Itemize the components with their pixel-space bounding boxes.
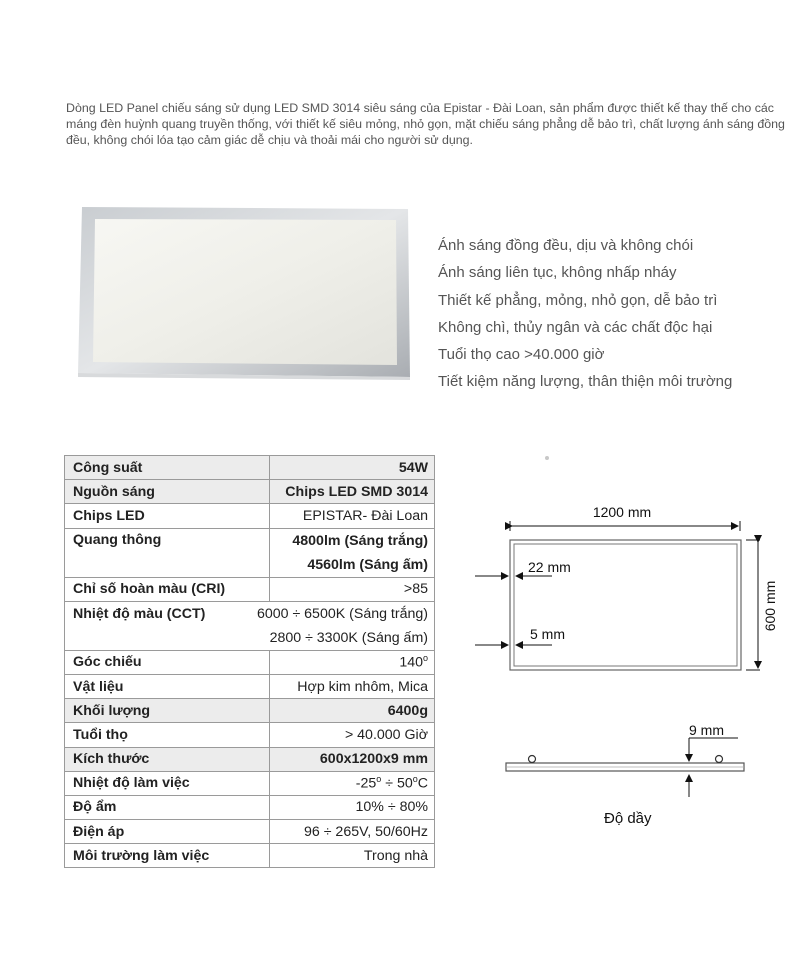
inner-label: 5 mm: [530, 626, 565, 642]
cct-warm: 2800 ÷ 3300K (Sáng ấm): [269, 629, 428, 646]
spec-value-size: 600x1200x9 mm: [270, 747, 435, 771]
spec-label-size: Kích thước: [65, 747, 270, 771]
spec-value-beam: 140$^o$: [270, 650, 435, 674]
spec-label-source: Nguồn sáng: [65, 480, 270, 504]
spec-row-cct: [65, 601, 435, 650]
spec-label-env: Môi trường làm việc: [65, 844, 270, 868]
inner-dimension: [475, 626, 565, 645]
feature-item: Ánh sáng đồng đều, dịu và không chói: [438, 237, 694, 254]
spec-label-humidity: Độ ẩm: [65, 795, 270, 819]
table-row: [65, 504, 435, 528]
dimension-diagram: [470, 495, 795, 830]
border-label: 22 mm: [528, 559, 571, 575]
table-row: [65, 820, 435, 844]
table-row: [65, 699, 435, 723]
flux-warm: 4560lm (Sáng ấm): [307, 556, 428, 573]
width-label: 1200 mm: [592, 504, 652, 520]
spec-value-env: Trong nhà: [270, 844, 435, 868]
spec-value-flux: [270, 528, 435, 577]
decorative-dot: [545, 456, 549, 460]
table-row: [65, 528, 435, 577]
feature-item: Không chì, thủy ngân và các chất độc hại: [438, 318, 713, 336]
spec-value-cri: >85: [270, 577, 435, 601]
thickness-caption: Độ dầy: [604, 810, 652, 827]
table-row: [65, 674, 435, 698]
led-panel-image: [76, 205, 412, 381]
table-row: [65, 577, 435, 601]
flux-white: 4800lm (Sáng trắng): [292, 532, 428, 549]
spec-label-voltage: Điện áp: [65, 820, 270, 844]
spec-value-humidity: 10% ÷ 80%: [270, 795, 435, 819]
spec-label-flux: Quang thông: [65, 528, 270, 577]
spec-value-chips: EPISTAR- Đài Loan: [270, 504, 435, 528]
spec-label-beam: Góc chiếu: [65, 650, 270, 674]
table-row: [65, 650, 435, 674]
spec-value-material: Hợp kim nhôm, Mica: [270, 674, 435, 698]
spec-label-power: Công suất: [65, 456, 270, 480]
cct-white: 6000 ÷ 6500K (Sáng trắng): [256, 605, 428, 622]
table-row: [65, 844, 435, 868]
spec-value-source: Chips LED SMD 3014: [270, 480, 435, 504]
table-row: [65, 723, 435, 747]
spec-label-life: Tuổi thọ: [65, 723, 270, 747]
spec-table: [64, 455, 435, 868]
border-dimension: [475, 559, 571, 576]
thickness-dimension: [689, 722, 738, 797]
table-row: [65, 480, 435, 504]
feature-item: Thiết kế phẳng, mỏng, nhỏ gọn, dễ bảo trì: [438, 291, 718, 309]
intro-paragraph: Dòng LED Panel chiếu sáng sử dụng LED SMD 3014 siêu sáng của Epistar - Đài Loan, sản phẩm được thiết kế thay thế cho các máng đèn huỳnh quang truyền thống, với thiết kế siêu mỏng, nhỏ gọn, mặt chiếu sáng phẳng dễ bảo trì, chất lượng ánh sáng đồng đều, không chói lóa tạo cảm giác dễ chịu và thoải mái cho người sử dụng.: [66, 101, 785, 147]
spec-label-cri: Chỉ số hoàn màu (CRI): [65, 577, 270, 601]
spec-value-voltage: 96 ÷ 265V, 50/60Hz: [270, 820, 435, 844]
width-dimension: [510, 504, 740, 531]
spec-value-weight: 6400g: [270, 699, 435, 723]
height-dimension: [746, 540, 778, 670]
spec-label-temp: Nhiệt độ làm việc: [65, 771, 270, 795]
spec-label-weight: Khối lượng: [65, 699, 270, 723]
spec-value-life: > 40.000 Giờ: [270, 723, 435, 747]
feature-item: Tiết kiệm năng lượng, thân thiện môi trường: [438, 373, 733, 391]
thickness-label: 9 mm: [689, 722, 724, 738]
side-profile: [506, 756, 744, 772]
spec-label-cct: Nhiệt độ màu (CCT): [73, 605, 206, 622]
table-row: [65, 795, 435, 819]
spec-label-material: Vật liệu: [65, 674, 270, 698]
spec-value-temp: $-25^o \div 50^oC$: [270, 771, 435, 795]
spec-value-power: 54W: [270, 456, 435, 480]
feature-list: [438, 232, 788, 396]
feature-item: Ánh sáng liên tục, không nhấp nháy: [438, 264, 677, 282]
spec-label-chips: Chips LED: [65, 504, 270, 528]
table-row: [65, 601, 435, 650]
height-label: 600 mm: [762, 580, 778, 632]
table-row: [65, 456, 435, 480]
table-row: [65, 771, 435, 795]
table-row: [65, 747, 435, 771]
feature-item: Tuổi thọ cao >40.000 giờ: [438, 346, 605, 364]
